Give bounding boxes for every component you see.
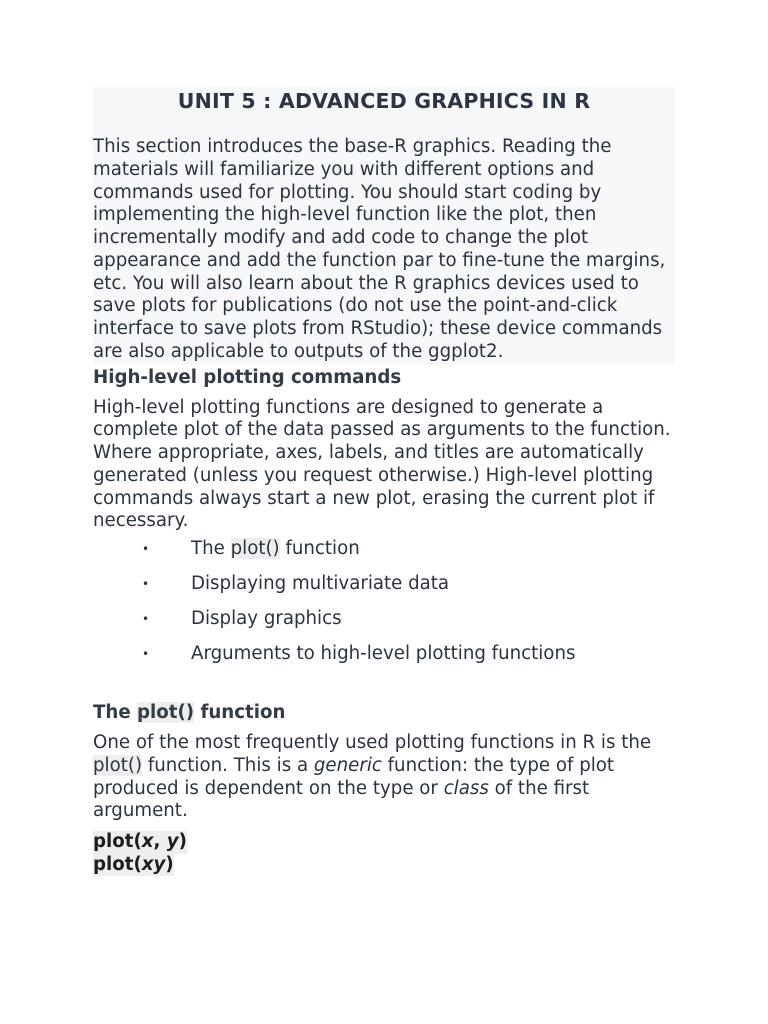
code-line-plot-xy xyxy=(93,854,174,877)
list-item-text: Display graphics xyxy=(191,608,342,629)
bullet-icon: • xyxy=(142,577,150,591)
topics-list xyxy=(93,538,675,678)
plot-function-paragraph xyxy=(93,732,675,823)
list-item-text-pre: The xyxy=(191,538,231,559)
intro-section xyxy=(93,87,675,365)
code-fn: plot( xyxy=(93,853,142,875)
heading-text-pre: The xyxy=(93,702,138,723)
bullet-icon: • xyxy=(142,647,150,661)
document-page xyxy=(93,87,675,876)
code-fn: plot( xyxy=(93,831,142,852)
list-item xyxy=(93,608,675,643)
bullet-icon: • xyxy=(142,542,150,556)
code-arg-y: y xyxy=(166,831,179,852)
code-arg-x: x xyxy=(141,831,154,852)
code-arg-xy: xy xyxy=(141,853,166,875)
inline-code: plot() xyxy=(137,702,195,723)
bullet-icon: • xyxy=(142,612,150,626)
paragraph-text: function. This is a xyxy=(142,754,314,776)
list-item-text-post: function xyxy=(279,538,360,559)
emphasis-generic: generic xyxy=(313,754,382,776)
code-line-plot-x-y xyxy=(93,831,187,854)
page-title: UNIT 5 : ADVANCED GRAPHICS IN R xyxy=(177,89,591,113)
list-item xyxy=(93,573,675,608)
list-item xyxy=(93,643,675,678)
list-item xyxy=(93,538,675,573)
high-level-paragraph: High-level plotting functions are designed to generate a complete plot of the data passed as arguments to the function. Where appropriate, axes, labels, and titles are automatically generated (unless you request otherwise.) High-level plotting commands always start a new plot, erasing the current plot if necessary. xyxy=(93,396,671,532)
paragraph-text: One of the most frequently used plotting functions in R is the xyxy=(93,732,652,753)
inline-code: plot() xyxy=(93,754,143,776)
high-level-heading: High-level plotting commands xyxy=(93,366,402,388)
code-sep: , xyxy=(153,831,167,852)
code-close: ) xyxy=(165,853,174,875)
code-close: ) xyxy=(178,831,187,852)
list-item-text: Arguments to high-level plotting functions xyxy=(191,643,576,664)
list-item-text: Displaying multivariate data xyxy=(191,573,450,594)
intro-paragraph: This section introduces the base-R graphics. Reading the materials will familiarize you with different options and commands used for plotting. You should start coding by implementing the high-level function like the plot, then incrementally modify and add code to change the plot appearance and add the function par to fine-tune the margins, etc. You will also learn about the R graphics devices used to save plots for publications (do not use the point-and-click interface to save plots from RStudio); these device commands are also applicable to outputs of the ggplot2. xyxy=(93,136,666,362)
paragraph-text: of the first argument. xyxy=(93,777,590,822)
plot-function-heading xyxy=(93,702,675,724)
code-block xyxy=(93,831,675,876)
heading-text-post: function xyxy=(194,702,286,723)
emphasis-class: class xyxy=(443,777,489,799)
inline-code: plot() xyxy=(230,538,280,559)
paragraph-text: function: the type of plot produced is dependent on the type or xyxy=(93,754,615,799)
